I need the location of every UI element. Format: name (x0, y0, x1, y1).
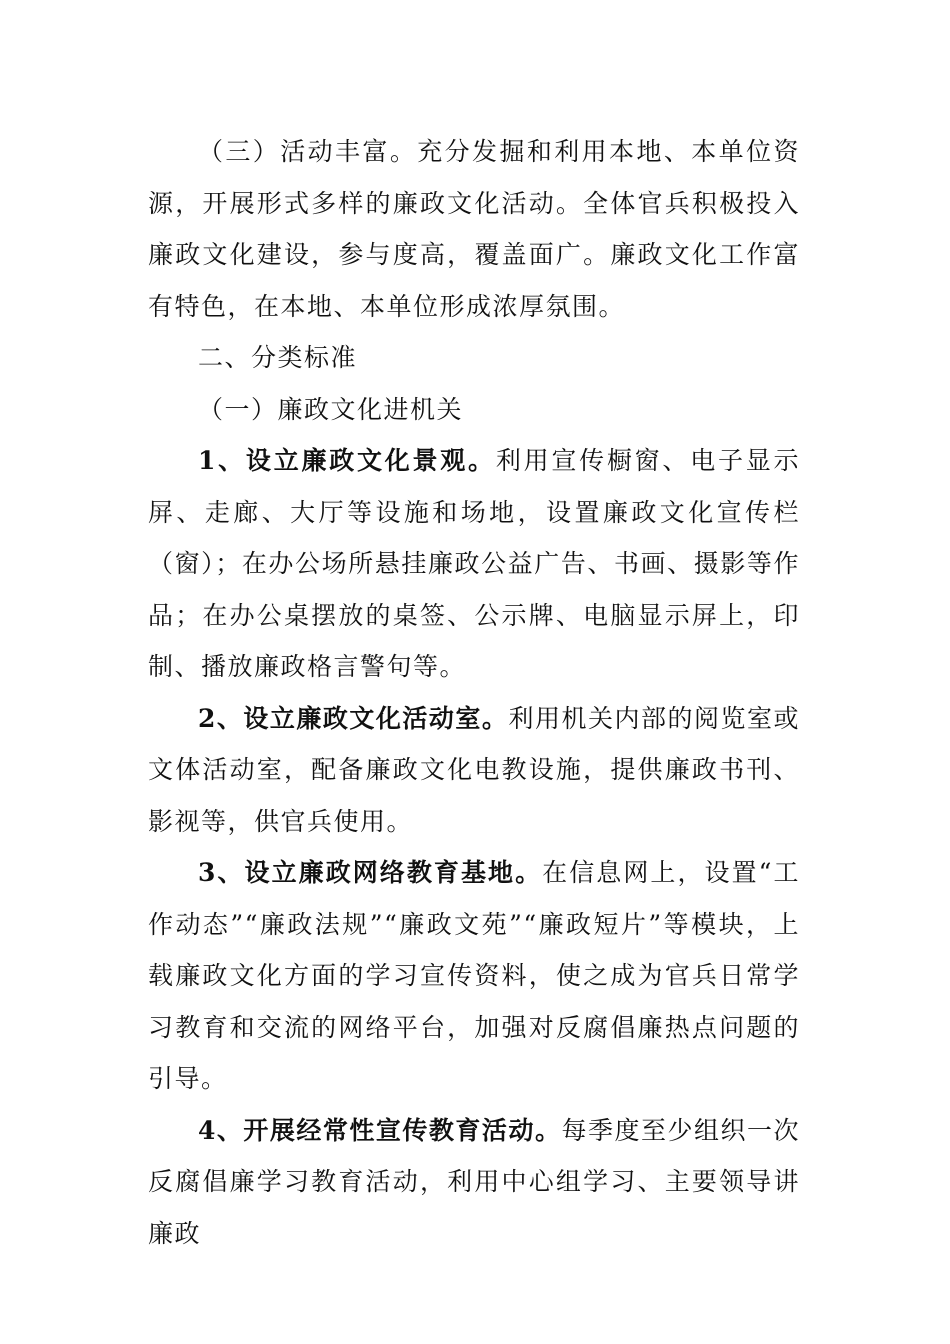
paragraph-item-4 (148, 1105, 800, 1260)
item-lead: 4、开展经常性宣传教育活动。 (198, 1115, 562, 1145)
paragraph-text: 二、分类标准 (198, 343, 358, 372)
paragraph-activities-rich (148, 126, 800, 332)
paragraph-text: （三）活动丰富。充分发掘和利用本地、本单位资源，开展形式多样的廉政文化活动。全体官兵积极投入廉政文化建设，参与度高，覆盖面广。廉政文化工作富有特色，在本地、本单位形成浓厚氛围。 (148, 137, 800, 321)
document-body (148, 126, 800, 1259)
subsection-heading-organs (148, 384, 800, 436)
paragraph-text: 在信息网上，设置“工作动态”“廉政法规”“廉政文苑”“廉政短片”等模块，上载廉政文化方面的学习宣传资料，使之成为官兵日常学习教育和交流的网络平台，加强对反腐倡廉热点问题的引导。 (148, 858, 800, 1093)
item-lead: 1、设立廉政文化景观。 (198, 446, 496, 475)
item-lead: 3、设立廉政网络教育基地。 (198, 858, 543, 887)
paragraph-text: 每季度至少组织一次反腐倡廉学习教育活动，利用中心组学习、主要领导讲廉政 (148, 1115, 800, 1248)
paragraph-item-2 (148, 693, 800, 848)
paragraph-text: （一）廉政文化进机关 (198, 394, 464, 424)
item-lead: 2、设立廉政文化活动室。 (198, 703, 509, 733)
paragraph-item-1 (148, 435, 800, 693)
paragraph-item-3 (148, 847, 800, 1105)
section-heading-classification (148, 332, 800, 384)
paragraph-text: 利用机关内部的阅览室或文体活动室，配备廉政文化电教设施，提供廉政书刊、影视等，供官兵使用。 (148, 703, 800, 836)
paragraph-text: 利用宣传橱窗、电子显示屏、走廊、大厅等设施和场地，设置廉政文化宣传栏（窗）；在办公场所悬挂廉政公益广告、书画、摄影等作品；在办公桌摆放的桌签、公示牌、电脑显示屏上，印制、播放廉政格言警句等。 (148, 446, 800, 681)
